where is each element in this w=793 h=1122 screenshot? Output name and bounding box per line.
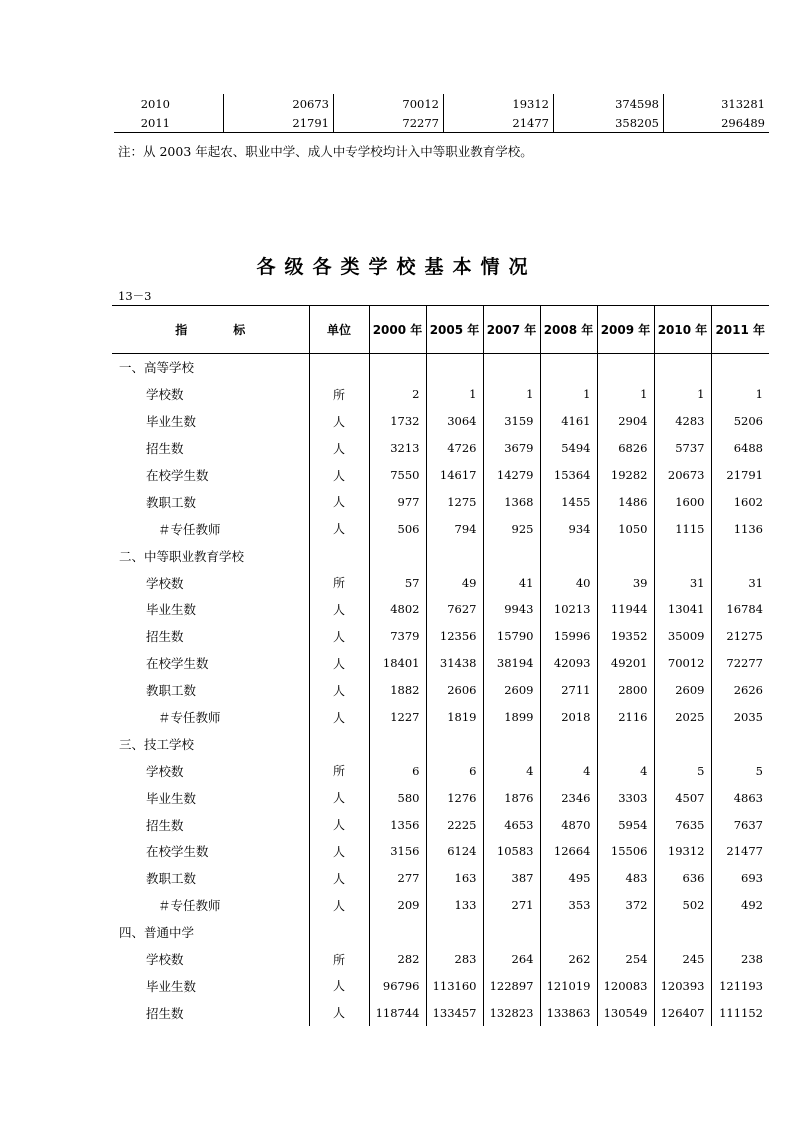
value-cell: [597, 354, 654, 381]
header-indicator: 指标: [112, 306, 309, 354]
row-label: 学校数: [146, 575, 184, 591]
value-cell: 925: [483, 515, 540, 542]
header-year: 2007 年: [483, 306, 540, 354]
value-cell: 15364: [540, 462, 597, 489]
value-cell: 1: [540, 381, 597, 408]
value-cell: [426, 730, 483, 757]
unit-cell: 人: [309, 999, 369, 1026]
value-cell: 2: [369, 381, 426, 408]
value-cell: 113160: [426, 972, 483, 999]
value-cell: [540, 542, 597, 569]
row-label: 毕业生数: [146, 602, 197, 618]
value-cell: 49: [426, 569, 483, 596]
value-cell: 15506: [597, 838, 654, 865]
value-cell: 374598: [554, 94, 664, 113]
value-cell: 72277: [334, 113, 444, 133]
value-cell: 1602: [711, 488, 769, 515]
unit-cell: 所: [309, 946, 369, 973]
table-row: [112, 811, 769, 838]
value-cell: 1227: [369, 704, 426, 731]
row-label: 在校学生数: [146, 844, 209, 860]
header-year: 2008 年: [540, 306, 597, 354]
value-cell: 483: [597, 865, 654, 892]
value-cell: 13041: [654, 596, 711, 623]
value-cell: 14279: [483, 462, 540, 489]
unit-cell: 人: [309, 865, 369, 892]
unit-cell: 人: [309, 784, 369, 811]
table-row: [112, 462, 769, 489]
table-row: [112, 757, 769, 784]
value-cell: 313281: [664, 94, 770, 113]
table-row: [112, 972, 769, 999]
unit-cell: 人: [309, 838, 369, 865]
value-cell: 21477: [711, 838, 769, 865]
value-cell: 11944: [597, 596, 654, 623]
header-row: [112, 306, 769, 354]
row-label: ＃专任教师: [158, 710, 221, 726]
value-cell: 1: [711, 381, 769, 408]
value-cell: 7627: [426, 596, 483, 623]
unit-cell: 人: [309, 515, 369, 542]
value-cell: [540, 919, 597, 946]
value-cell: 39: [597, 569, 654, 596]
value-cell: [597, 542, 654, 569]
table-row: [112, 623, 769, 650]
table-footnote: 注：从 2003 年起农、职业中学、成人中专学校均计入中等职业教育学校。: [118, 144, 533, 159]
table-row: [112, 892, 769, 919]
row-label: 教职工数: [146, 683, 197, 699]
row-label: 学校数: [146, 387, 184, 403]
row-label: 学校数: [146, 952, 184, 968]
unit-cell: 人: [309, 623, 369, 650]
value-cell: 2904: [597, 408, 654, 435]
value-cell: 358205: [554, 113, 664, 133]
value-cell: 19312: [654, 838, 711, 865]
value-cell: 1275: [426, 488, 483, 515]
unit-cell: 所: [309, 757, 369, 784]
row-label: 二、中等职业教育学校: [119, 548, 245, 564]
row-label: 学校数: [146, 763, 184, 779]
unit-cell: 人: [309, 704, 369, 731]
value-cell: 1732: [369, 408, 426, 435]
row-label: 在校学生数: [146, 656, 209, 672]
value-cell: [426, 919, 483, 946]
value-cell: 372: [597, 892, 654, 919]
value-cell: 283: [426, 946, 483, 973]
value-cell: 121193: [711, 972, 769, 999]
value-cell: 133: [426, 892, 483, 919]
value-cell: [483, 730, 540, 757]
header-year: 2005 年: [426, 306, 483, 354]
value-cell: 10583: [483, 838, 540, 865]
value-cell: 1819: [426, 704, 483, 731]
value-cell: 21791: [224, 113, 334, 133]
value-cell: [483, 542, 540, 569]
value-cell: 264: [483, 946, 540, 973]
value-cell: 7550: [369, 462, 426, 489]
year-cell: 2010: [140, 96, 170, 111]
value-cell: 1600: [654, 488, 711, 515]
value-cell: 38194: [483, 650, 540, 677]
table-row: [112, 946, 769, 973]
value-cell: 1356: [369, 811, 426, 838]
value-cell: 794: [426, 515, 483, 542]
row-label: 招生数: [146, 629, 184, 645]
value-cell: 4870: [540, 811, 597, 838]
value-cell: 120393: [654, 972, 711, 999]
header-year: 2009 年: [597, 306, 654, 354]
value-cell: [597, 919, 654, 946]
value-cell: 1: [426, 381, 483, 408]
table-row: [114, 113, 769, 133]
value-cell: 2609: [483, 677, 540, 704]
value-cell: 4863: [711, 784, 769, 811]
value-cell: 2225: [426, 811, 483, 838]
value-cell: 118744: [369, 999, 426, 1026]
value-cell: 6: [369, 757, 426, 784]
value-cell: 3064: [426, 408, 483, 435]
value-cell: 126407: [654, 999, 711, 1026]
section-row: [112, 354, 769, 381]
value-cell: 262: [540, 946, 597, 973]
value-cell: 1899: [483, 704, 540, 731]
row-label: 三、技工学校: [119, 736, 195, 752]
value-cell: 6488: [711, 435, 769, 462]
value-cell: 2116: [597, 704, 654, 731]
row-label: 在校学生数: [146, 468, 209, 483]
value-cell: 5737: [654, 435, 711, 462]
row-label: 教职工数: [146, 494, 197, 510]
value-cell: 163: [426, 865, 483, 892]
value-cell: 57: [369, 569, 426, 596]
unit-cell: 所: [309, 569, 369, 596]
value-cell: 2626: [711, 677, 769, 704]
value-cell: 5: [711, 757, 769, 784]
value-cell: [597, 730, 654, 757]
value-cell: [711, 354, 769, 381]
row-label: 招生数: [146, 441, 184, 457]
value-cell: 492: [711, 892, 769, 919]
table-row: [112, 784, 769, 811]
value-cell: 387: [483, 865, 540, 892]
value-cell: [540, 354, 597, 381]
value-cell: 1: [483, 381, 540, 408]
value-cell: 7379: [369, 623, 426, 650]
value-cell: [369, 730, 426, 757]
value-cell: 4: [597, 757, 654, 784]
unit-cell: 所: [309, 381, 369, 408]
value-cell: 495: [540, 865, 597, 892]
value-cell: 271: [483, 892, 540, 919]
value-cell: [483, 919, 540, 946]
value-cell: 31: [654, 569, 711, 596]
table-row: [112, 435, 769, 462]
value-cell: 353: [540, 892, 597, 919]
value-cell: 7635: [654, 811, 711, 838]
unit-cell: 人: [309, 488, 369, 515]
value-cell: 35009: [654, 623, 711, 650]
value-cell: 4161: [540, 408, 597, 435]
header-year: 2000 年: [369, 306, 426, 354]
value-cell: [369, 919, 426, 946]
table-row: [112, 838, 769, 865]
unit-cell: 人: [309, 892, 369, 919]
value-cell: 70012: [654, 650, 711, 677]
table-row: [112, 408, 769, 435]
value-cell: 254: [597, 946, 654, 973]
value-cell: 580: [369, 784, 426, 811]
value-cell: 245: [654, 946, 711, 973]
value-cell: 1876: [483, 784, 540, 811]
value-cell: 1882: [369, 677, 426, 704]
value-cell: [369, 354, 426, 381]
value-cell: 96796: [369, 972, 426, 999]
row-label: 毕业生数: [146, 414, 197, 430]
value-cell: 122897: [483, 972, 540, 999]
value-cell: 2711: [540, 677, 597, 704]
value-cell: 506: [369, 515, 426, 542]
unit-cell: 人: [309, 462, 369, 489]
value-cell: 3679: [483, 435, 540, 462]
value-cell: 16784: [711, 596, 769, 623]
value-cell: 10213: [540, 596, 597, 623]
value-cell: 5: [654, 757, 711, 784]
row-label: ＃专任教师: [158, 521, 221, 537]
row-label: 毕业生数: [146, 978, 197, 994]
unit-cell: 人: [309, 596, 369, 623]
value-cell: 6: [426, 757, 483, 784]
page-title: 各级各类学校基本情况: [256, 256, 537, 278]
unit-cell: 人: [309, 811, 369, 838]
table-row: [112, 381, 769, 408]
value-cell: 4726: [426, 435, 483, 462]
value-cell: 1: [654, 381, 711, 408]
value-cell: 6826: [597, 435, 654, 462]
value-cell: 1486: [597, 488, 654, 515]
table-row: [112, 704, 769, 731]
value-cell: 2800: [597, 677, 654, 704]
header-year: 2011 年: [711, 306, 769, 354]
value-cell: 3159: [483, 408, 540, 435]
value-cell: 19282: [597, 462, 654, 489]
table-row: [112, 999, 769, 1026]
section-row: [112, 730, 769, 757]
value-cell: 238: [711, 946, 769, 973]
value-cell: 7637: [711, 811, 769, 838]
value-cell: 18401: [369, 650, 426, 677]
value-cell: 12664: [540, 838, 597, 865]
value-cell: 4653: [483, 811, 540, 838]
section-row: [112, 919, 769, 946]
value-cell: [654, 354, 711, 381]
school-statistics-table: [112, 305, 769, 1026]
value-cell: 5206: [711, 408, 769, 435]
table-row: [112, 569, 769, 596]
value-cell: 296489: [664, 113, 770, 133]
row-label: 毕业生数: [146, 790, 197, 806]
value-cell: [654, 919, 711, 946]
table-number: 13－3: [118, 289, 152, 303]
value-cell: 1115: [654, 515, 711, 542]
value-cell: 19312: [444, 94, 554, 113]
value-cell: 1276: [426, 784, 483, 811]
header-unit: 单位: [309, 306, 369, 354]
value-cell: 130549: [597, 999, 654, 1026]
value-cell: [654, 542, 711, 569]
row-label: 招生数: [146, 1005, 184, 1021]
table-row: [112, 488, 769, 515]
table-row: [112, 596, 769, 623]
value-cell: [369, 542, 426, 569]
value-cell: 31438: [426, 650, 483, 677]
unit-cell: [309, 354, 369, 381]
value-cell: 15790: [483, 623, 540, 650]
value-cell: 4802: [369, 596, 426, 623]
value-cell: 49201: [597, 650, 654, 677]
value-cell: [426, 354, 483, 381]
row-label: 四、普通中学: [119, 925, 195, 941]
value-cell: 14617: [426, 462, 483, 489]
value-cell: 4: [540, 757, 597, 784]
value-cell: 2606: [426, 677, 483, 704]
value-cell: [711, 919, 769, 946]
value-cell: 72277: [711, 650, 769, 677]
unit-cell: [309, 542, 369, 569]
value-cell: 21477: [444, 113, 554, 133]
value-cell: 2018: [540, 704, 597, 731]
unit-cell: 人: [309, 435, 369, 462]
section-row: [112, 542, 769, 569]
unit-cell: [309, 919, 369, 946]
value-cell: 21275: [711, 623, 769, 650]
table-row: [114, 94, 769, 113]
unit-cell: 人: [309, 650, 369, 677]
unit-cell: 人: [309, 408, 369, 435]
value-cell: [711, 542, 769, 569]
value-cell: 20673: [654, 462, 711, 489]
value-cell: 2035: [711, 704, 769, 731]
value-cell: [426, 542, 483, 569]
value-cell: 6124: [426, 838, 483, 865]
value-cell: [483, 354, 540, 381]
header-year: 2010 年: [654, 306, 711, 354]
year-cell: 2011: [114, 113, 224, 133]
value-cell: 1455: [540, 488, 597, 515]
value-cell: 132823: [483, 999, 540, 1026]
value-cell: 133863: [540, 999, 597, 1026]
unit-cell: 人: [309, 677, 369, 704]
value-cell: 2609: [654, 677, 711, 704]
table-row: [112, 650, 769, 677]
value-cell: 31: [711, 569, 769, 596]
value-cell: 282: [369, 946, 426, 973]
value-cell: 693: [711, 865, 769, 892]
table-row: [112, 677, 769, 704]
unit-cell: 人: [309, 972, 369, 999]
value-cell: 70012: [334, 94, 444, 113]
value-cell: 1050: [597, 515, 654, 542]
value-cell: [711, 730, 769, 757]
value-cell: 5494: [540, 435, 597, 462]
value-cell: 502: [654, 892, 711, 919]
row-label: 教职工数: [146, 871, 197, 887]
value-cell: 4: [483, 757, 540, 784]
value-cell: 4507: [654, 784, 711, 811]
value-cell: 5954: [597, 811, 654, 838]
value-cell: 21791: [711, 462, 769, 489]
table-row: [112, 515, 769, 542]
value-cell: 977: [369, 488, 426, 515]
value-cell: 1: [597, 381, 654, 408]
value-cell: 1368: [483, 488, 540, 515]
row-label: ＃专任教师: [158, 898, 221, 914]
value-cell: 934: [540, 515, 597, 542]
value-cell: 20673: [224, 94, 334, 113]
row-label: 招生数: [146, 817, 184, 833]
value-cell: [654, 730, 711, 757]
value-cell: 133457: [426, 999, 483, 1026]
value-cell: 19352: [597, 623, 654, 650]
value-cell: 120083: [597, 972, 654, 999]
value-cell: 42093: [540, 650, 597, 677]
value-cell: 121019: [540, 972, 597, 999]
value-cell: 40: [540, 569, 597, 596]
value-cell: 1136: [711, 515, 769, 542]
value-cell: 277: [369, 865, 426, 892]
value-cell: 15996: [540, 623, 597, 650]
value-cell: 2346: [540, 784, 597, 811]
value-cell: 3156: [369, 838, 426, 865]
unit-cell: [309, 730, 369, 757]
value-cell: 111152: [711, 999, 769, 1026]
value-cell: 4283: [654, 408, 711, 435]
value-cell: 636: [654, 865, 711, 892]
continued-table: [114, 94, 769, 133]
value-cell: 2025: [654, 704, 711, 731]
row-label: 一、高等学校: [119, 360, 195, 376]
value-cell: 3303: [597, 784, 654, 811]
value-cell: 12356: [426, 623, 483, 650]
value-cell: 209: [369, 892, 426, 919]
value-cell: 9943: [483, 596, 540, 623]
value-cell: [540, 730, 597, 757]
value-cell: 3213: [369, 435, 426, 462]
table-row: [112, 865, 769, 892]
value-cell: 41: [483, 569, 540, 596]
